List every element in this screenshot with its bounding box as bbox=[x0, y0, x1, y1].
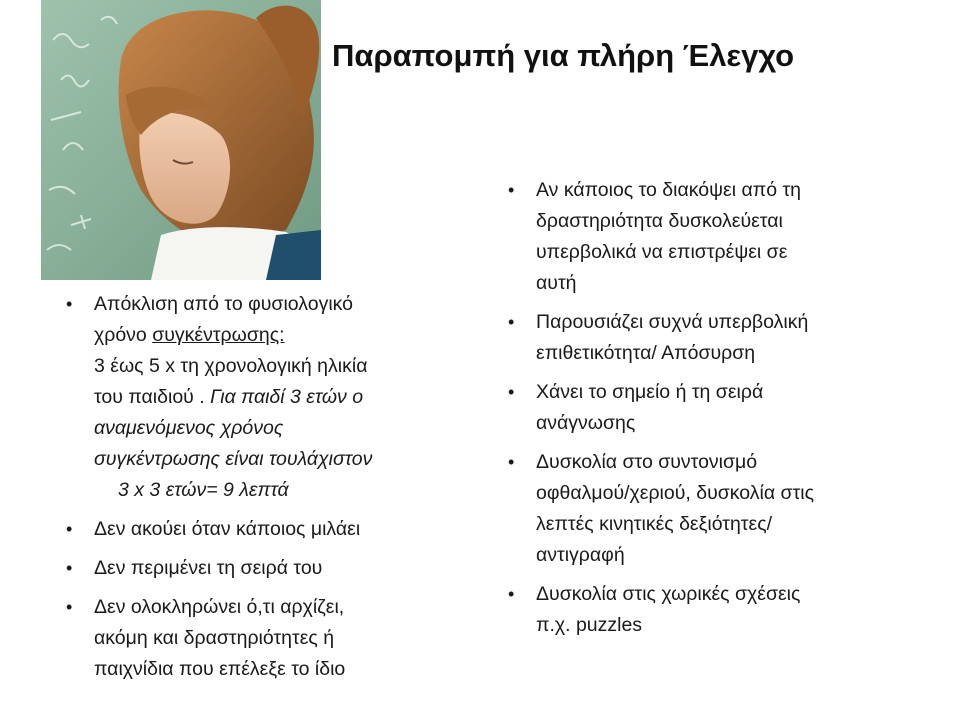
bullet-text-line: λεπτές κινητικές δεξιότητες/ bbox=[536, 513, 773, 535]
bullet-text-line: 3 έως 5 x τη χρονολογική ηλικία bbox=[94, 355, 368, 377]
right-bullet-list bbox=[500, 175, 930, 649]
bullet-text-line: ανάγνωσης bbox=[536, 412, 636, 434]
bullet-aggression bbox=[500, 307, 930, 369]
bullet-text-line: αυτή bbox=[536, 272, 577, 294]
italic-example-text: 3 x 3 ετών= 9 λεπτά bbox=[118, 479, 289, 501]
bullet-text-line: • Απόκλιση από το φυσιολογικό bbox=[94, 293, 354, 315]
bullet-text-line bbox=[94, 382, 468, 413]
left-bullet-list bbox=[58, 289, 468, 693]
bullet-text-line: • Χάνει το σημείο ή τη σειρά bbox=[536, 381, 764, 403]
bullet-interruption bbox=[500, 175, 930, 299]
bullet-text-line: • Αν κάποιος το διακόψει από τη bbox=[536, 179, 802, 201]
bullet-text-line: δραστηριότητα δυσκολεύεται bbox=[536, 210, 783, 232]
italic-example-text: αναμενόμενος χρόνος bbox=[94, 417, 284, 439]
bullet-spatial-relations bbox=[500, 579, 930, 641]
bullet-not-waiting-turn: • Δεν περιμένει τη σειρά του bbox=[58, 553, 468, 584]
bullet-attention-deviation bbox=[58, 289, 468, 506]
slide-title: Παραπομπή για πλήρη Έλεγχο bbox=[332, 38, 795, 73]
italic-example-text: συγκέντρωσης είναι τουλάχιστον bbox=[94, 448, 373, 470]
bullet-not-finishing bbox=[58, 592, 468, 685]
underlined-term: συγκέντρωσης: bbox=[152, 324, 285, 346]
bullet-not-listening: • Δεν ακούει όταν κάποιος μιλάει bbox=[58, 514, 468, 545]
bullet-text-line: • Παρουσιάζει συχνά υπερβολική bbox=[536, 311, 809, 333]
bullet-text-line: • Δυσκολία στις χωρικές σχέσεις bbox=[536, 583, 801, 605]
bullet-text-line: • Δυσκολία στο συντονισμό bbox=[536, 451, 758, 473]
bullet-text-line: ακόμη και δραστηριότητες ή bbox=[94, 627, 335, 649]
bullet-reading-place bbox=[500, 377, 930, 439]
girl-at-chalkboard-image bbox=[41, 0, 321, 280]
bullet-text-line: οφθαλμού/χεριού, δυσκολία στις bbox=[536, 482, 814, 504]
bullet-text-fragment: του παιδιού . bbox=[94, 386, 211, 408]
bullet-text-line: αντιγραφή bbox=[536, 544, 625, 566]
bullet-text-line: υπερβολικά να επιστρέψει σε bbox=[536, 241, 788, 263]
italic-example-text: Για παιδί 3 ετών ο bbox=[210, 386, 364, 408]
bullet-text-line: • Δεν ολοκληρώνει ό,τι αρχίζει, bbox=[94, 596, 345, 618]
bullet-text-line: επιθετικότητα/ Απόσυρση bbox=[536, 342, 756, 364]
bullet-text-fragment: χρόνο bbox=[94, 324, 153, 346]
bullet-text-line: παιχνίδια που επέλεξε το ίδιο bbox=[94, 658, 346, 680]
bullet-text-line bbox=[94, 320, 468, 351]
bullet-coordination bbox=[500, 447, 930, 571]
bullet-text-line: π.χ. puzzles bbox=[536, 614, 643, 636]
